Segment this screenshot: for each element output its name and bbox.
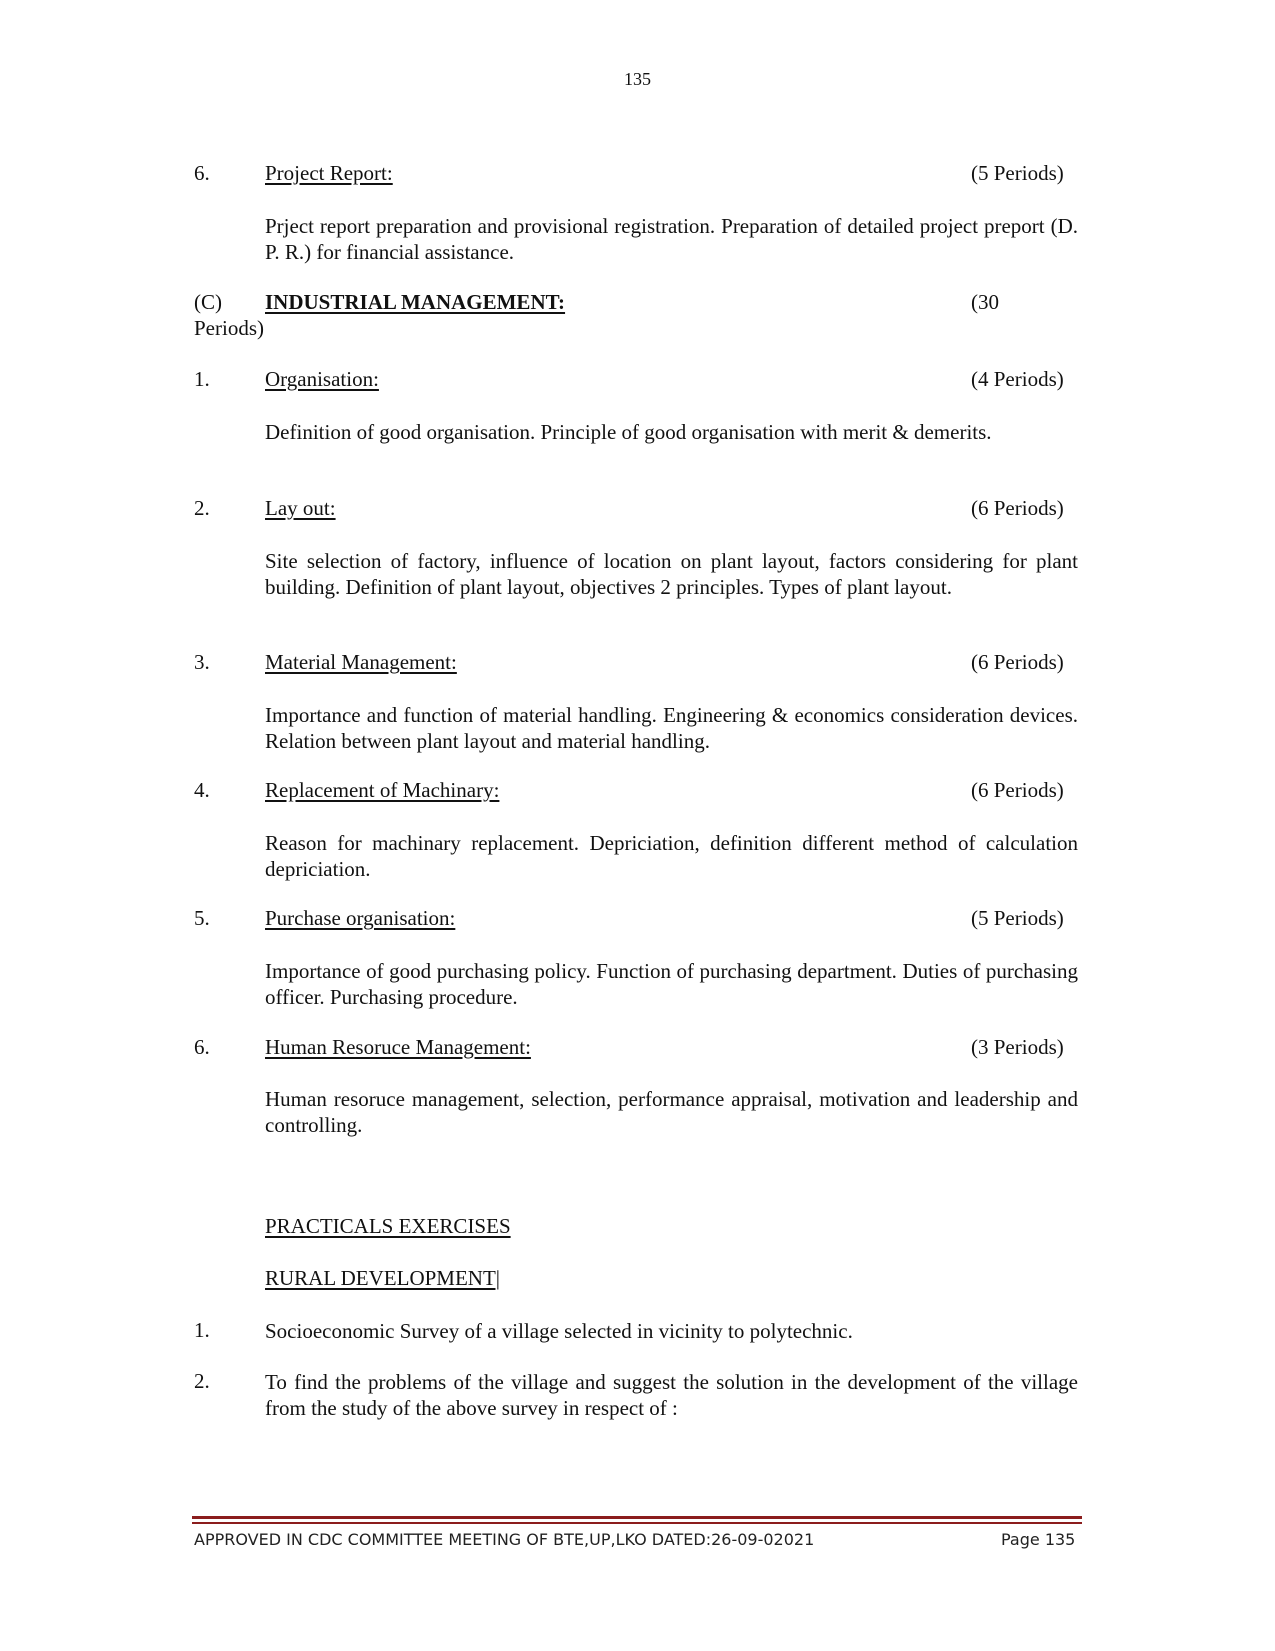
footer-approval-text: APPROVED IN CDC COMMITTEE MEETING OF BTE,UP,LKO DATED:26-09-02021	[194, 1530, 815, 1549]
part-heading: INDUSTRIAL MANAGEMENT:	[265, 290, 566, 314]
item-number: 2.	[194, 496, 210, 520]
footer-page-number: Page 135	[1001, 1530, 1076, 1549]
practicals-subtitle: RURAL DEVELOPMENT|	[265, 1266, 500, 1290]
list-item-number: 2.	[194, 1369, 210, 1393]
list-item-number: 1.	[194, 1318, 210, 1342]
item-number: 1.	[194, 367, 210, 391]
item-number: 5.	[194, 906, 210, 930]
section-paragraph: Importance of good purchasing policy. Function of purchasing department. Duties of purchasing officer. Purchasing procedure.	[265, 959, 1078, 1009]
periods-label: (6 Periods)	[971, 650, 1064, 674]
section-heading: Purchase organisation:	[265, 906, 456, 930]
periods-label: (6 Periods)	[971, 496, 1064, 520]
section-paragraph: Human resoruce management, selection, performance appraisal, motivation and leadership and controlling.	[265, 1087, 1078, 1137]
section-heading: Material Management:	[265, 650, 457, 674]
section-heading: Organisation:	[265, 367, 379, 391]
periods-label: (3 Periods)	[971, 1035, 1064, 1059]
section-paragraph: Prject report preparation and provisional registration. Preparation of detailed project preport (D. P. R.) for financial assistance.	[265, 214, 1078, 264]
section-paragraph: Importance and function of material handling. Engineering & economics consideration devices. Relation between plant layout and material handling.	[265, 703, 1078, 753]
list-item: Socioeconomic Survey of a village selected in vicinity to polytechnic.	[265, 1319, 853, 1343]
section-heading: Human Resoruce Management:	[265, 1035, 531, 1059]
part-label: (C)	[194, 290, 222, 314]
periods-label: (5 Periods)	[971, 161, 1064, 185]
practicals-title: PRACTICALS EXERCISES	[265, 1214, 511, 1238]
list-item: To find the problems of the village and suggest the solution in the development of the village from the study of the above survey in respect of :	[265, 1370, 1078, 1420]
periods-label: (30	[971, 290, 999, 314]
section-heading: Replacement of Machinary:	[265, 778, 500, 802]
section-paragraph: Site selection of factory, influence of location on plant layout, factors considering for plant building. Definition of plant layout, objectives 2 principles. Types of plant layout.	[265, 549, 1078, 599]
periods-label: (4 Periods)	[971, 367, 1064, 391]
section-heading: Lay out:	[265, 496, 336, 520]
periods-label: (5 Periods)	[971, 906, 1064, 930]
section-heading: Project Report:	[265, 161, 393, 185]
page-number-top: 135	[624, 69, 651, 89]
footer-rule	[192, 1516, 1082, 1519]
item-number: 6.	[194, 161, 210, 185]
section-paragraph: Definition of good organisation. Principle of good organisation with merit & demerits.	[265, 420, 992, 444]
periods-label-continued: Periods)	[194, 316, 264, 340]
footer-rule	[192, 1522, 1082, 1524]
periods-label: (6 Periods)	[971, 778, 1064, 802]
item-number: 6.	[194, 1035, 210, 1059]
item-number: 4.	[194, 778, 210, 802]
section-paragraph: Reason for machinary replacement. Depriciation, definition different method of calculation depriciation.	[265, 831, 1078, 881]
item-number: 3.	[194, 650, 210, 674]
